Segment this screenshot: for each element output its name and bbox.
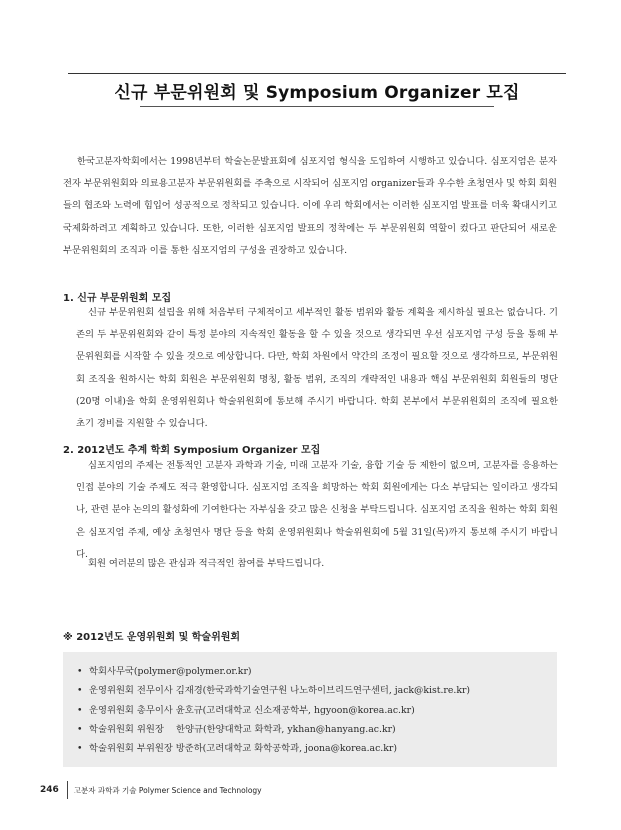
page-title: 신규 부문위원회 및 Symposium Organizer 모집 — [114, 83, 520, 103]
bullet-icon: • — [77, 704, 83, 716]
top-rule — [68, 73, 566, 74]
intro-paragraph: 한국고분자학회에서는 1998년부터 학술논문발표회에 심포지엄 형식을 도입하여 시행하고 있습니다. 심포지엄은 분자전자 부문위원회와 의료용고분자 부문위원회를 주축으로 시작되어 심포지엄 organizer들과 우수한 초청연사 및 학회 회원들의 협조와 노력에 힘입어 성공적으로 정착되고 있습니다. 이에 우리 학회에서는 이러한 심포지엄 발표를 더욱 확대시키고 국제화하려고 계획하고 있습니다. 또한, 이러한 심포지엄 발표의 정착에는 두 부문위원회 역할이 컸다고 판단되어 새로운 부문위원회의 조직과 이를 통한 심포지엄의 구성을 권장하고 있습니다. — [63, 156, 557, 256]
contact-item — [77, 681, 557, 700]
contacts-box — [63, 652, 557, 767]
bullet-icon: • — [77, 666, 83, 677]
contacts-list — [63, 652, 557, 758]
bullet-icon: • — [77, 685, 83, 697]
section2-heading: 2. 2012년도 추계 학회 Symposium Organizer 모집 — [63, 445, 321, 456]
title-underline — [140, 106, 494, 107]
section1-heading: 1. 신규 부문위원회 모집 — [63, 293, 172, 304]
journal-name: 고분자 과학과 기술 Polymer Science and Technology — [73, 785, 262, 795]
contact-item — [77, 701, 557, 720]
contact-text: 학회사무국(polymer@polymer.or.kr) — [89, 666, 252, 677]
section2-closing: 회원 여러분의 많은 관심과 적극적인 참여를 부탁드립니다. — [88, 558, 325, 569]
contact-text: 학술위원회 위원장 한양규(한양대학교 화학과, ykhan@hanyang.ac.kr) — [89, 723, 396, 735]
footer-divider — [67, 781, 68, 799]
bullet-icon: • — [77, 723, 83, 735]
section1-body: 신규 부문위원회 설립을 위해 처음부터 구체적이고 세부적인 활동 범위와 활동 계획을 제시하실 필요는 없습니다. 기존의 두 부문위원회와 같이 특정 분야의 지속적인 활동을 할 수 있을 것으로 생각되면 우선 심포지엄 구성 등을 통해 부문위원회를 시작할 수 있을 것으로 예상합니다. 다만, 학회 차원에서 약간의 조정이 필요할 것으로 생각하므로, 부문위원회 조직을 원하시는 학회 회원은 부문위원회 명칭, 활동 범위, 조직의 개략적인 내용과 핵심 부문위원회 회원들의 명단(20명 이내)을 학회 운영위원회나 학술위원회에 통보해 주시기 바랍니다. 학회 본부에서 부문위원회의 조직에 필요한 초기 경비를 지원할 수 있습니다. — [76, 307, 558, 430]
contact-item — [77, 739, 557, 758]
contact-text: 학술위원회 부위원장 방준하(고려대학교 화학공학과, joona@korea.ac.kr) — [89, 743, 397, 755]
contacts-heading: ※ 2012년도 운영위원회 및 학술위원회 — [63, 632, 241, 643]
contact-text: 운영위원회 총무이사 윤호규(고려대학교 신소재공학부, hgyoon@korea.ac.kr) — [89, 704, 415, 716]
contact-text: 운영위원회 전무이사 김재경(한국과학기술연구원 나노하이브리드연구센터, jack@kist.re.kr) — [89, 685, 471, 697]
page-footer — [40, 781, 262, 799]
bullet-icon: • — [77, 743, 83, 755]
contact-item — [77, 662, 557, 681]
contact-item — [77, 720, 557, 739]
page-number: 246 — [40, 785, 59, 795]
section2-body: 심포지엄의 주제는 전통적인 고분자 과학과 기술, 미래 고분자 기술, 융합 기술 등 제한이 없으며, 고분자를 응용하는 인접 분야의 기술 주제도 적극 환영합니다. 심포지엄 조직을 희망하는 학회 회원에게는 다소 부담되는 일이라고 생각되나, 관련 분야 논의의 활성화에 기여한다는 자부심을 갖고 많은 신청을 부탁드립니다. 심포지엄 조직을 원하는 학회 회원은 심포지엄 주제, 예상 초청연사 명단 등을 학회 운영위원회나 학술위원회에 5월 31일(목)까지 통보해 주시기 바랍니다. — [76, 460, 558, 560]
